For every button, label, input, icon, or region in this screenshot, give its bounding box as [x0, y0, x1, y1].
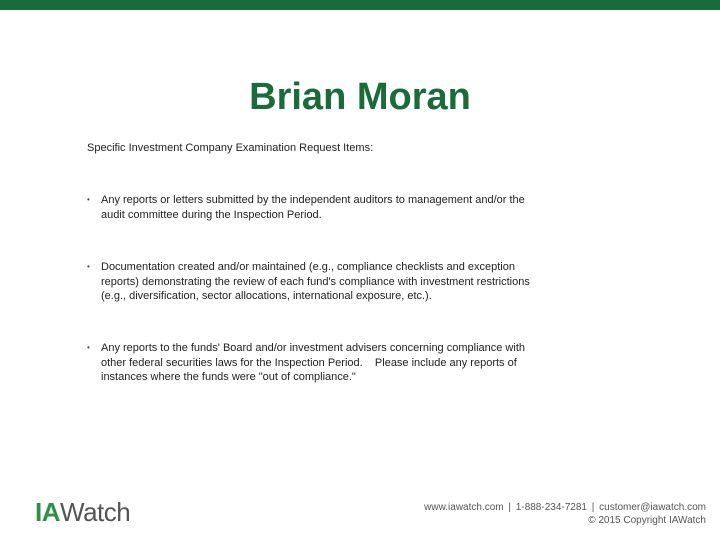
phone-number: 1-888-234-7281: [515, 502, 587, 513]
slide-title: [0, 74, 720, 120]
bullet-line: instances where the funds were "out of compliance.": [101, 371, 356, 383]
footer-contact-line: [424, 501, 706, 514]
website-link[interactable]: www.iawatch.com: [424, 502, 504, 513]
bullet-line: other federal securities laws for the Inspection Period. Please include any reports of: [101, 356, 517, 369]
list-item: [87, 341, 627, 385]
separator: |: [508, 502, 512, 513]
bullet-text: [101, 193, 627, 222]
top-accent-bar: [0, 0, 720, 10]
bullet-line: (e.g., diversification, sector allocations, international exposure, etc.).: [101, 290, 432, 302]
slide-subtitle: Specific Investment Company Examination Request Items:: [87, 142, 374, 154]
bullet-line: audit committee during the Inspection Period.: [101, 208, 322, 221]
bullet-line: Any reports to the funds' Board and/or investment advisers concerning compliance with: [101, 342, 525, 354]
bullet-line: Documentation created and/or maintained (e.g., compliance checklists and exception: [101, 261, 515, 273]
bullet-line: reports) demonstrating the review of each fund's compliance with investment restrictions: [101, 275, 530, 288]
email-link[interactable]: customer@iawatch.com: [599, 502, 706, 513]
bullet-icon: •: [87, 195, 90, 204]
bullet-text: [101, 260, 627, 304]
bullet-line: Any reports or letters submitted by the independent auditors to management and/or the: [101, 194, 525, 206]
separator: |: [591, 502, 595, 513]
bullet-icon: •: [87, 262, 90, 271]
logo-ia-text: IA: [35, 497, 60, 527]
slide-title-text: Brian Moran: [249, 76, 471, 118]
copyright-text: © 2015 Copyright IAWatch: [588, 515, 706, 526]
list-item: [87, 193, 627, 222]
bullet-icon: •: [87, 343, 90, 352]
bullet-text: [101, 341, 627, 385]
list-item: [87, 260, 627, 304]
footer-contact: [424, 501, 706, 527]
iawatch-logo: [35, 496, 130, 528]
logo-watch-text: Watch: [60, 497, 131, 527]
